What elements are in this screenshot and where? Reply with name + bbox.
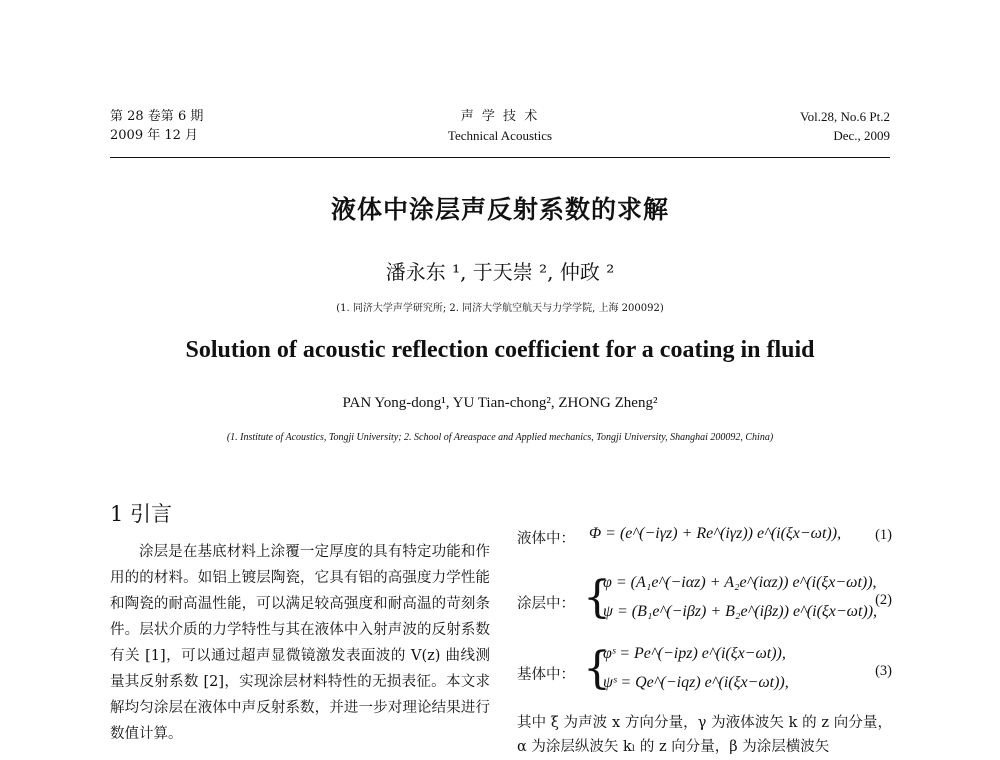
equation-1 — [517, 525, 892, 551]
right-column-text — [517, 711, 892, 759]
variable-definitions: 其中 ξ 为声波 x 方向分量，γ 为液体波矢 k 的 z 向分量，α 为涂层纵波矢 kₗ 的 z 向分量，β 为涂层横波矢 — [517, 715, 892, 755]
equation-2-line-2: ψ = (B₁e^(−iβz) + B₂e^(iβz)) e^(i(ξx−ωt)), — [603, 603, 878, 620]
equation-3-number: (3) — [875, 663, 892, 679]
equation-1-body: Φ = (e^(−iγz) + Re^(iγz)) e^(i(ξx−ωt)), — [589, 525, 842, 542]
equation-2-line-1: φ = (A₁e^(−iαz) + A₂e^(iαz)) e^(i(ξx−ωt)), — [603, 574, 877, 591]
equation-1-label: 液体中： — [517, 531, 575, 547]
journal-date-cn: 2009 年 12 月 — [110, 128, 199, 143]
left-brace-icon: { — [583, 643, 611, 694]
intro-column — [110, 539, 490, 747]
journal-date-en: Dec., 2009 — [833, 128, 890, 143]
journal-name-cn: 声 学 技 术 — [460, 109, 540, 124]
journal-name-en: Technical Acoustics — [447, 128, 553, 143]
equation-3-label: 基体中： — [517, 667, 575, 683]
authors-en: PAN Yong-dong¹, YU Tian-chong², ZHONG Zheng² — [342, 395, 658, 411]
intro-paragraph: 涂层是在基底材料上涂覆一定厚度的具有特定功能和作用的的材料。如铝上镀层陶瓷，它具有铝的高强度力学性能和陶瓷的耐高温性能，可以满足较高强度和耐高温的苛刻条件。层状介质的力学特性与其在液体中入射声波的反射系数有关 [1]，可以通过超声显微镜激发表面波的 V(z) 曲线测量其反射系数 [2]，实现涂层材料特性的无损表征。本文求解均匀涂层在液体中声反射系数，并进一步对理论结果进行数值计算。 — [110, 544, 490, 742]
section-heading: 1 引言 — [110, 502, 173, 526]
paper-title-en: Solution of acoustic reflection coefficient for a coating in fluid — [185, 337, 815, 363]
equation-3-line-2: ψˢ = Qe^(−iqz) e^(i(ξx−ωt)), — [603, 674, 789, 691]
header-rule — [110, 157, 890, 158]
equation-3 — [517, 645, 892, 701]
equation-2 — [517, 574, 892, 630]
equation-3-line-1: φˢ = Pe^(−ipz) e^(i(ξx−ωt)), — [603, 645, 786, 662]
affiliation-cn: (1. 同济大学声学研究所; 2. 同济大学航空航天与力学学院, 上海 200092) — [336, 303, 664, 314]
journal-volume-en: Vol.28, No.6 Pt.2 — [799, 109, 890, 124]
left-brace-icon: { — [583, 572, 611, 623]
journal-volume-cn: 第 28 卷第 6 期 — [110, 109, 204, 124]
affiliation-en: (1. Institute of Acoustics, Tongji University; 2. School of Areaspace and Applied mechanics, Tongji University, Shanghai 200092, China) — [226, 432, 774, 443]
authors-cn: 潘永东 ¹, 于天崇 ², 仲政 ² — [385, 260, 615, 284]
equation-1-number: (1) — [875, 527, 892, 543]
equation-2-number: (2) — [875, 592, 892, 608]
equation-2-label: 涂层中： — [517, 596, 575, 612]
paper-title-cn: 液体中涂层声反射系数的求解 — [330, 195, 669, 224]
